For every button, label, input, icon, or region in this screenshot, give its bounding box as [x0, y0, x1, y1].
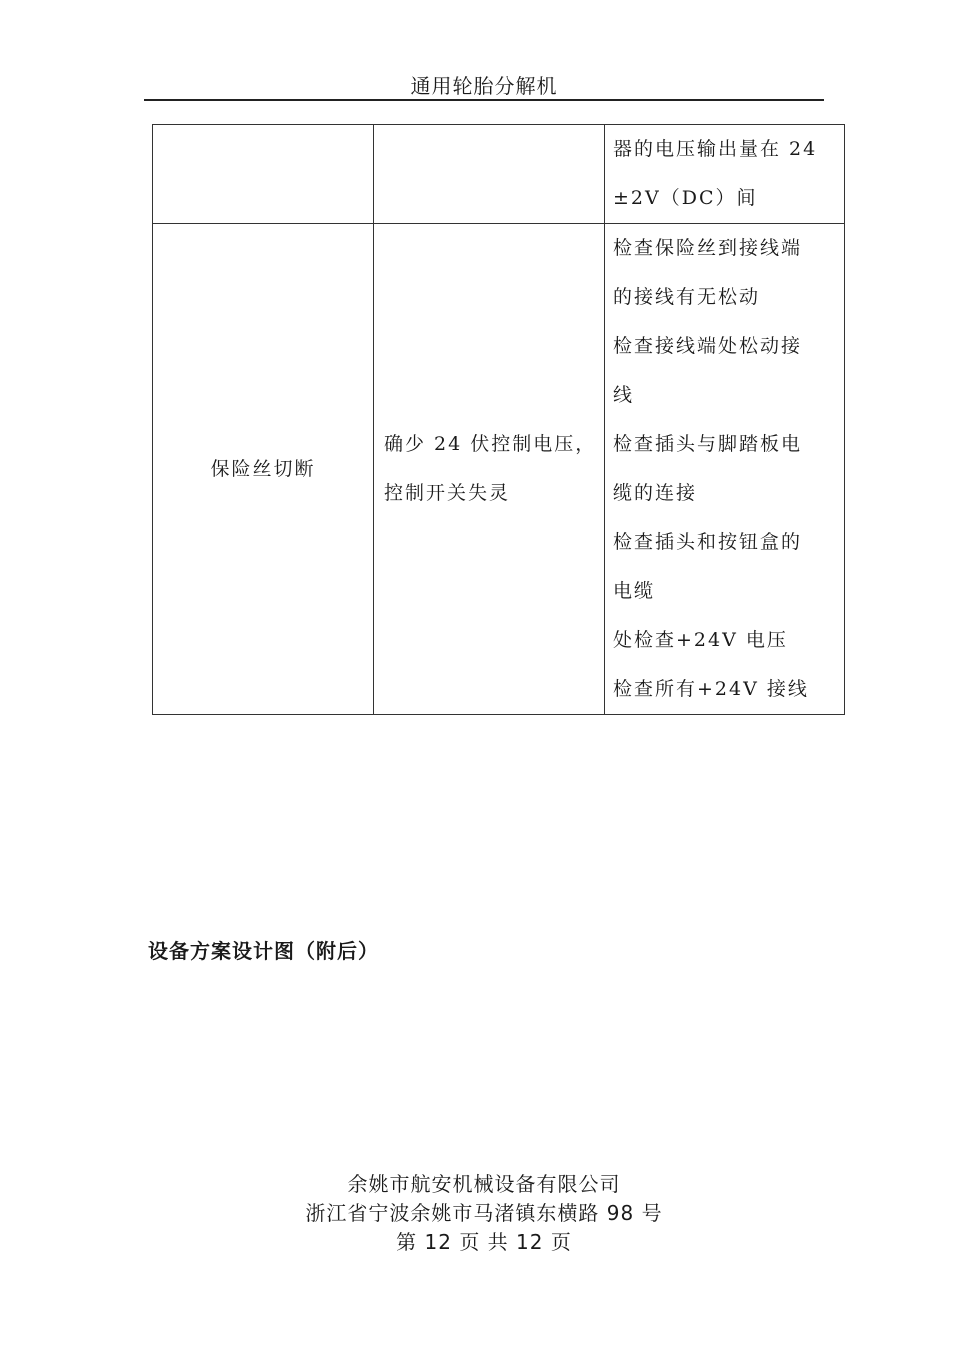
section-heading: 设备方案设计图（附后）	[148, 939, 379, 963]
footer-company: 余姚市航安机械设备有限公司	[347, 1172, 621, 1196]
header-divider	[144, 99, 824, 101]
remedy-line: 检查插头和按钮盒的	[613, 531, 803, 553]
remedy-line: 电缆	[613, 580, 656, 602]
footer-address: 浙江省宁波余姚市马渚镇东横路 98 号	[305, 1201, 663, 1225]
remedy-line: 检查所有+24V 接线	[613, 678, 809, 700]
remedy-line: 线	[613, 384, 635, 406]
remedy-line: 检查插头与脚踏板电	[613, 433, 803, 455]
remedy-line: 处检查+24V 电压	[613, 629, 788, 651]
cause-line: 控制开关失灵	[384, 482, 511, 504]
remedy-cell	[605, 125, 845, 224]
table-row	[153, 125, 845, 224]
remedy-line: 检查接线端处松动接	[613, 335, 803, 357]
remedy-cell	[605, 224, 845, 715]
page-footer	[0, 1170, 968, 1257]
footer-page-number: 第 12 页 共 12 页	[396, 1230, 572, 1254]
fault-cell	[153, 125, 374, 224]
remedy-line: 器的电压输出量在 24	[613, 138, 818, 160]
fault-cell	[153, 224, 374, 715]
remedy-line: 检查保险丝到接线端	[613, 237, 803, 259]
cause-cell	[374, 125, 605, 224]
remedy-line: ±2V（DC）间	[613, 187, 758, 209]
fault-text: 保险丝切断	[210, 457, 316, 480]
table-row	[153, 224, 845, 715]
troubleshooting-table	[152, 124, 845, 715]
remedy-line: 的接线有无松动	[613, 286, 761, 308]
page-header-title: 通用轮胎分解机	[410, 74, 558, 98]
cause-cell	[374, 224, 605, 715]
remedy-line: 缆的连接	[613, 482, 698, 504]
cause-line: 确少 24 伏控制电压，	[384, 433, 597, 455]
